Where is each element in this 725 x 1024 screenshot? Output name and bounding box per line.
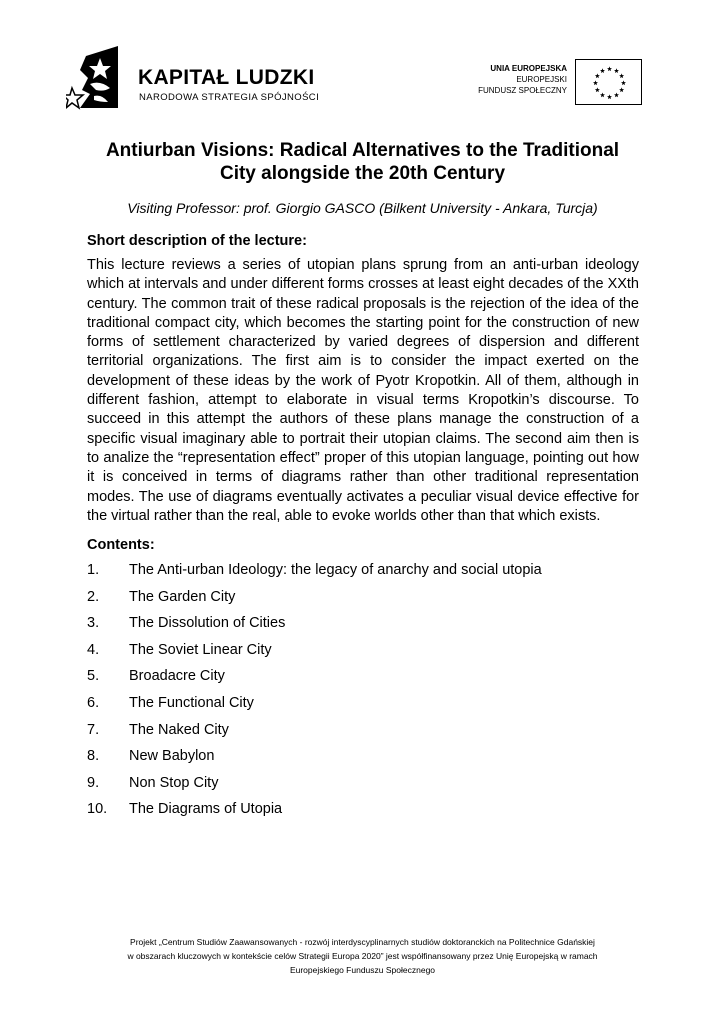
eu-star-icon [607,66,612,71]
short-description-heading: Short description of the lecture: [87,233,307,249]
list-item [87,746,639,773]
eu-label-line3: FUNDUSZ SPOŁECZNY [478,86,567,95]
list-item-number: 5. [87,668,100,685]
list-item [87,640,639,667]
footer-line3: Europejskiego Funduszu Społecznego [289,965,436,975]
visiting-professor: Visiting Professor: prof. Giorgio GASCO (Bilkent University - Ankara, Turcja) [127,200,598,216]
contents-list [87,560,639,826]
eu-label-line1: UNIA EUROPEJSKA [490,64,567,73]
eu-star-icon [621,80,626,85]
list-item-number: 6. [87,694,100,711]
list-item-text: New Babylon [129,748,215,765]
page-title [70,139,655,185]
eu-star-icon [607,94,612,99]
list-item-text: Non Stop City [129,774,219,791]
logo-title: KAPITAŁ LUDZKI [138,66,315,89]
list-item [87,587,639,614]
list-item-text: The Garden City [129,588,236,605]
list-item [87,560,639,587]
list-item [87,613,639,640]
list-item-text: The Naked City [129,721,229,738]
list-item-number: 7. [87,721,100,738]
lecture-description: This lecture reviews a series of utopian plans sprung from an anti-urban ideology which at intervals and under different forms crosses at least eight decades of the XXth century. The common trait of these radical proposals is the rejection of the idea of the traditional compact city, which becomes the starting point for the construction of new forms of settlement characterized by varied degrees of dispersion and different territorial organizations. The first aim is to consider the impact exerted on the development of these ideas by the work of Pyotr Kropotkin. All of them, although in different fashion, attempt to elaborate in visual terms Kropotkin’s discourse. To succeed in this attempt the authors of these plans manage the construction of a specific visual imaginary able to portrait their utopian claims. The second aim then is to analize the “representation effect” proper of this utopian language, pointing out how it is conceived in terms of diagrams rather than other traditional representation modes. The use of diagrams eventually activates a peculiar visual device effective for the virtual rather than the real, able to evoke worlds other than that which exists. [87,257,639,524]
eu-star-icon [619,73,624,78]
footer-line1: Projekt „Centrum Studiów Zaawansowanych - rozwój interdyscyplinarnych studiów doktoranckich na Politechnice Gdańskiej [130,937,595,947]
list-item [87,693,639,720]
page-title-line2: City alongside the 20th Century [219,163,506,184]
list-item-number: 3. [87,615,100,632]
list-item-number: 2. [87,588,100,605]
list-item-number: 8. [87,748,100,765]
list-item-number: 10. [87,801,108,818]
eu-label-line2: EUROPEJSKI [516,75,567,84]
eu-star-icon [593,80,598,85]
list-item-number: 1. [87,562,100,578]
list-item [87,773,639,800]
list-item-text: The Diagrams of Utopia [129,801,283,818]
list-item-number: 4. [87,641,100,658]
page-footer [60,935,665,977]
list-item-text: The Dissolution of Cities [129,615,286,632]
eu-star-icon [595,87,600,92]
list-item-text: The Soviet Linear City [129,641,272,658]
page-title-line1: Antiurban Visions: Radical Alternatives to the Traditional [105,140,620,161]
eu-star-icon [600,68,605,73]
eu-flag-icon [575,59,642,105]
contents-heading: Contents: [87,537,155,553]
footer-line2: w obszarach kluczowych w kontekście celów Strategii Europa 2020” jest współfinansowany przez Unię Europejską w ramach [127,951,598,961]
star-figure-icon [66,44,138,110]
eu-star-icon [614,93,619,98]
list-item-text: Broadacre City [129,668,225,685]
logo-subtitle: NARODOWA STRATEGIA SPÓJNOŚCI [139,92,320,103]
list-item-number: 9. [87,774,100,791]
eu-star-icon [619,87,624,92]
list-item [87,720,639,747]
eu-star-icon [595,73,600,78]
list-item-text: The Anti-urban Ideology: the legacy of anarchy and social utopia [129,562,542,578]
list-item [87,666,639,693]
eu-label [478,63,567,96]
list-item-text: The Functional City [129,694,254,711]
eu-star-icon [600,93,605,98]
page-header [0,0,725,125]
list-item [87,799,639,826]
eu-star-icon [614,68,619,73]
